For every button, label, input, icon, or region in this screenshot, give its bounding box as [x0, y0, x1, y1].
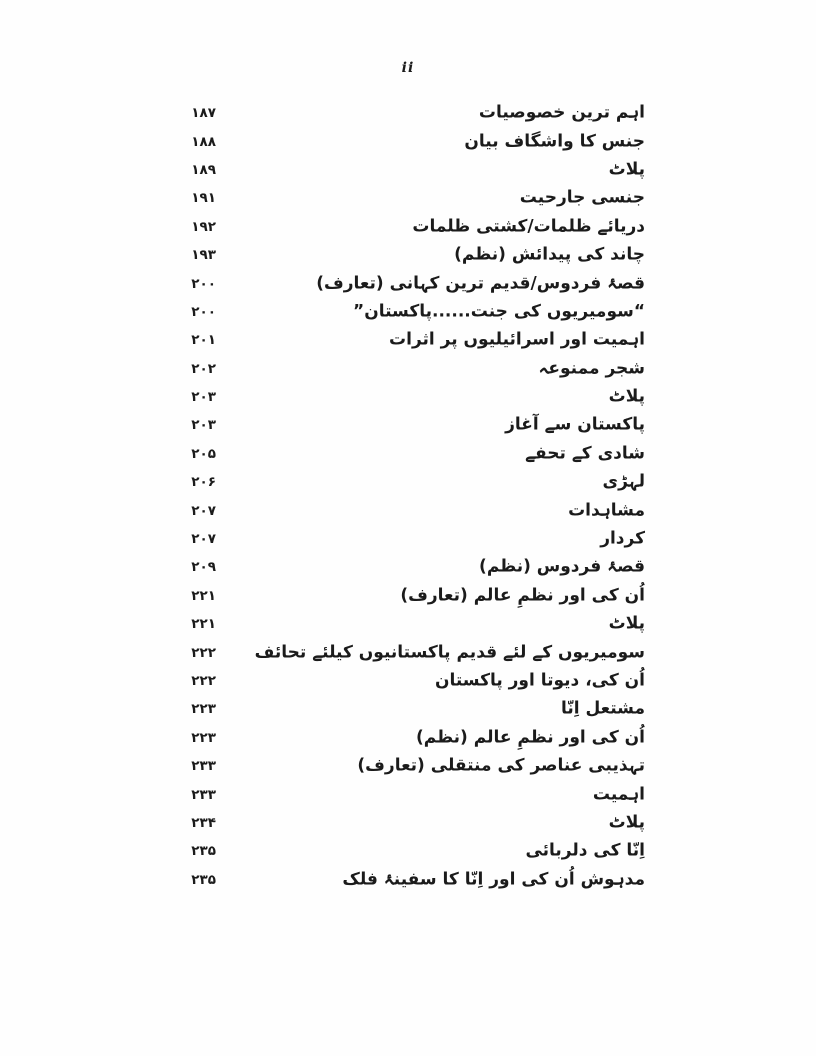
toc-entry-title: اہمیت اور اسرائیلیوں پر اثرات: [389, 329, 645, 350]
toc-entry-title: پلاٹ: [608, 159, 645, 180]
toc-entry-title: اِنّا کی دلربائی: [525, 840, 645, 861]
toc-row: [0, 724, 816, 752]
toc-row: [0, 866, 816, 894]
toc-entry-title: پلاٹ: [608, 386, 645, 407]
toc-page-number: ۱۹۱: [191, 190, 216, 207]
toc-entry-title: دریائے ظلمات/کشتی ظلمات: [412, 216, 645, 237]
toc-entry-title: مشتعل اِنّا: [560, 698, 645, 719]
toc-row: [0, 355, 816, 383]
toc-page-number: ۲۰۷: [191, 502, 216, 519]
toc-page-number: ۱۸۹: [191, 161, 216, 178]
toc-page-number: ۲۲۳: [191, 729, 216, 746]
toc-entry-title: چاند کی پیدائش (نظم): [454, 244, 645, 265]
toc-row: [0, 610, 816, 638]
toc-page-number: ۲۰۶: [191, 474, 216, 491]
toc-page-number: ۲۰۱: [191, 332, 216, 349]
toc-entry-title: جنس کا واشگاف بیان: [464, 131, 645, 152]
toc-row: [0, 667, 816, 695]
toc-page-number: ۲۳۴: [191, 814, 216, 831]
toc-row: [0, 411, 816, 439]
toc-row: [0, 496, 816, 524]
toc-row: [0, 440, 816, 468]
toc-entry-title: مشاہدات: [568, 500, 645, 521]
toc-page-number: ۲۰۹: [191, 559, 216, 576]
toc-page-number: ۲۳۳: [191, 786, 216, 803]
toc-entry-title: جنسی جارحیت: [519, 187, 645, 208]
toc-page-number: ۲۲۲: [191, 673, 216, 689]
toc-page-number: ۱۸۷: [191, 105, 216, 122]
toc-entry-title: شجر ممنوعہ: [538, 358, 645, 379]
toc-entry-title: شادی کے تحفے: [525, 443, 645, 464]
toc-page-number: ۱۹۳: [191, 247, 216, 264]
toc-page-number: ۲۰۳: [191, 389, 216, 406]
toc-row: [0, 780, 816, 808]
toc-entry-title: قصۂ فردوس/قدیم ترین کہانی (تعارف): [316, 273, 645, 294]
toc-entry-title: اہم ترین خصوصیات: [478, 102, 645, 123]
toc-row: [0, 638, 816, 666]
toc-entry-title: “سومیریوں کی جنت......پاکستان”: [353, 301, 645, 322]
toc-page-number: ۲۳۵: [191, 871, 216, 888]
toc-page-number: ۲۰۲: [191, 360, 216, 377]
toc-page-number: ۲۳۳: [191, 758, 216, 775]
toc-entry-title: اُن کی اور نظمِ عالم (تعارف): [400, 585, 645, 606]
toc-row: [0, 99, 816, 127]
toc-page-number: ۱۸۸: [191, 133, 216, 150]
toc-page-number: ۲۰۰: [191, 275, 216, 292]
toc-page-number: ۲۲۲: [191, 644, 216, 661]
page-number: ii: [401, 60, 415, 76]
toc-page-number: ۲۰۷: [191, 531, 216, 548]
toc-row: [0, 156, 816, 184]
toc-page-number: ۲۰۳: [191, 417, 216, 434]
toc-row: [0, 213, 816, 241]
toc-entry-title: اُن کی اور نظمِ عالم (نظم): [416, 727, 645, 748]
toc-page-number: ۱۹۲: [191, 218, 216, 235]
toc-row: [0, 383, 816, 411]
toc-row: [0, 127, 816, 155]
toc-row: [0, 752, 816, 780]
toc-row: [0, 809, 816, 837]
toc-entry-title: کردار: [600, 528, 645, 549]
toc-page-number: ۲۲۱: [191, 616, 216, 633]
toc-page-number: ۲۳۵: [191, 843, 216, 860]
toc-row: [0, 582, 816, 610]
toc-entry-title: قصۂ فردوس (نظم): [479, 556, 645, 577]
toc-row: [0, 468, 816, 496]
toc-page-number: ۲۰۰: [191, 303, 216, 320]
toc-row: [0, 184, 816, 212]
toc-row: [0, 241, 816, 269]
toc-page-number: ۲۰۵: [191, 445, 216, 462]
toc-row: [0, 525, 816, 553]
toc-entry-title: لہڑی: [602, 471, 645, 492]
toc-entry-title: مدہوش اُن کی اور اِنّا کا سفینۂ فلک: [342, 869, 645, 890]
toc-entry-title: پلاٹ: [608, 812, 645, 833]
toc-row: [0, 298, 816, 326]
toc-row: [0, 553, 816, 581]
toc-row: [0, 837, 816, 865]
toc-entry-title: پلاٹ: [608, 613, 645, 634]
toc-entry-title: اہمیت: [592, 784, 645, 805]
toc-page-number: ۲۲۱: [191, 587, 216, 604]
toc-entry-title: تہذیبی عناصر کی منتقلی (تعارف): [357, 755, 645, 776]
toc-row: [0, 269, 816, 297]
toc-row: [0, 326, 816, 354]
toc-list: [0, 99, 816, 894]
toc-entry-title: اُن کی، دیوتا اور پاکستان: [434, 670, 645, 691]
toc-entry-title: پاکستان سے آغاز: [505, 415, 645, 436]
toc-row: [0, 695, 816, 723]
toc-entry-title: سومیریوں کے لئے قدیم پاکستانیوں کیلئے تحائف: [254, 642, 645, 663]
toc-page-number: ۲۲۳: [191, 701, 216, 718]
